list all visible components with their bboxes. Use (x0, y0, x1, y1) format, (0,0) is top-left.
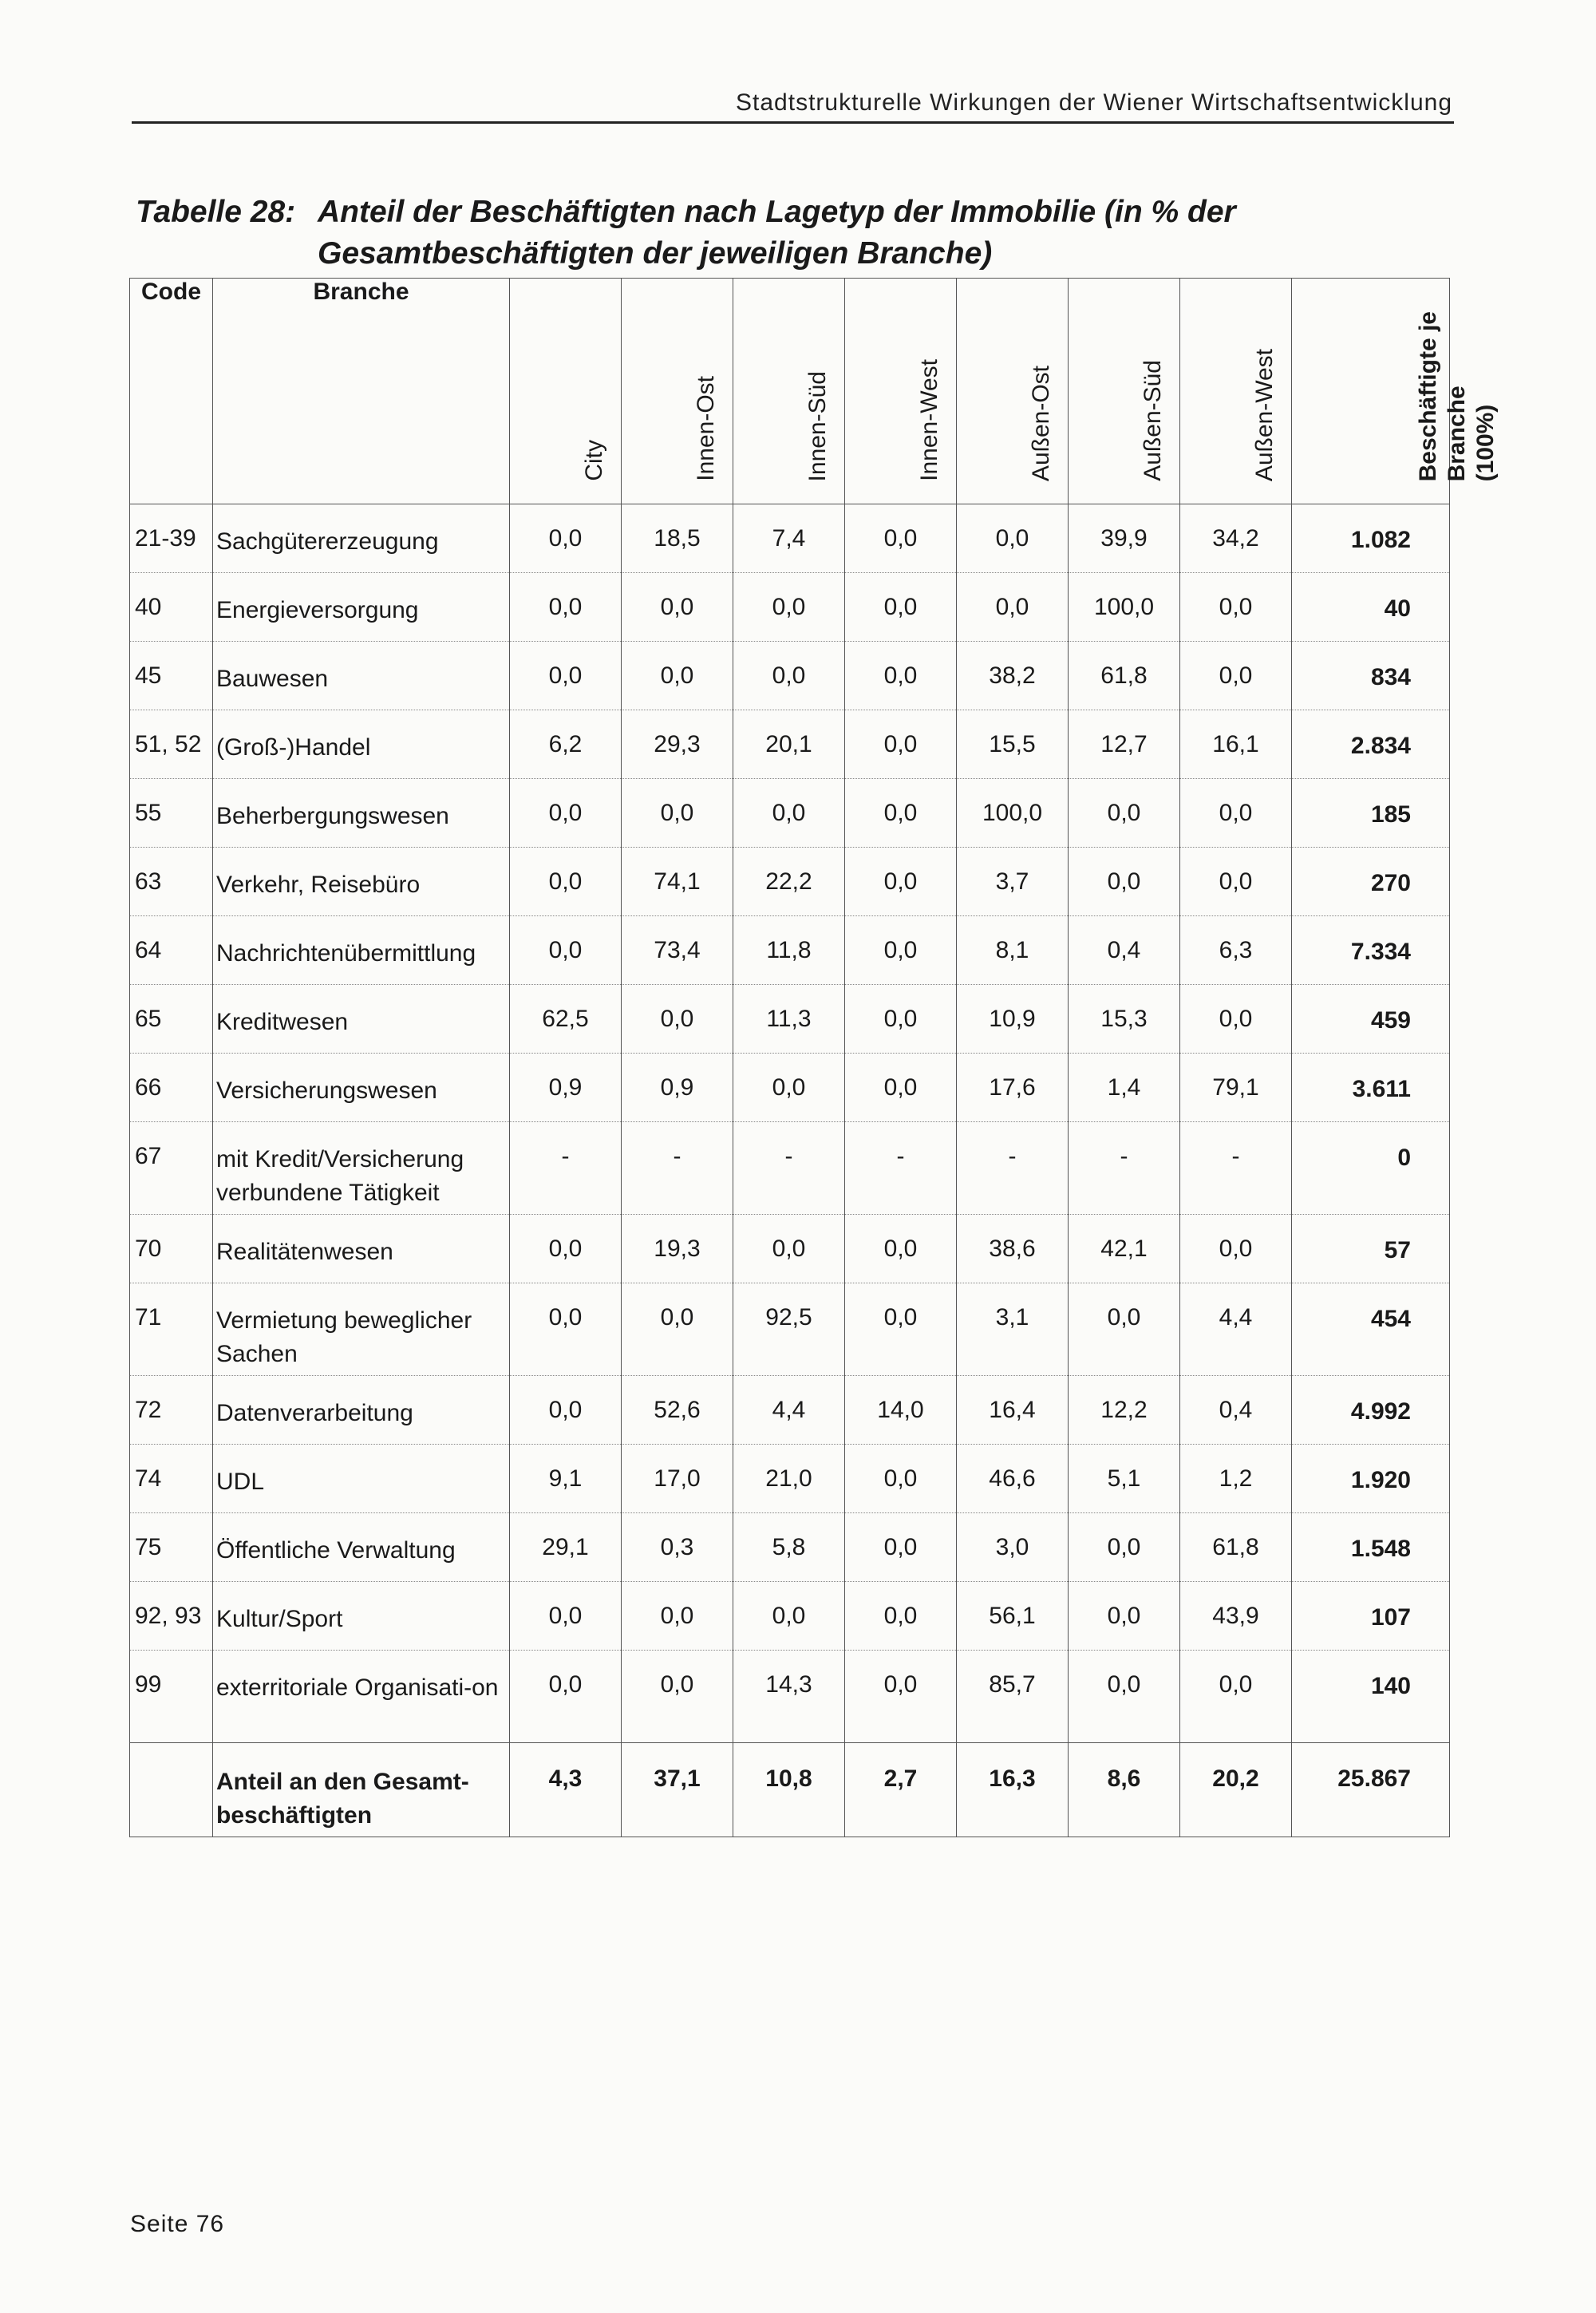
cell-code: 75 (130, 1513, 213, 1582)
cell-value: 46,6 (957, 1445, 1069, 1513)
cell-code: 71 (130, 1283, 213, 1376)
cell-branche: UDL (213, 1445, 510, 1513)
cell-value: 5,1 (1069, 1445, 1180, 1513)
cell-value: 14,0 (845, 1376, 957, 1445)
cell-value: 0,0 (733, 779, 845, 848)
cell-value: 0,0 (845, 1054, 957, 1122)
cell-branche: (Groß-)Handel (213, 710, 510, 779)
table-row (130, 504, 1450, 573)
summary-value: 20,2 (1180, 1743, 1292, 1837)
cell-value: 0,0 (510, 848, 622, 916)
cell-total: 3.611 (1292, 1054, 1450, 1122)
cell-branche: Verkehr, Reisebüro (213, 848, 510, 916)
cell-total: 107 (1292, 1582, 1450, 1651)
cell-value: 0,0 (733, 1582, 845, 1651)
cell-value: 0,0 (1069, 1651, 1180, 1743)
table-row (130, 1054, 1450, 1122)
cell-value: - (510, 1122, 622, 1215)
table-row (130, 710, 1450, 779)
cell-value: 0,0 (845, 1582, 957, 1651)
cell-branche: Energieversorgung (213, 573, 510, 642)
cell-value: 0,0 (622, 573, 733, 642)
employment-table (129, 278, 1499, 1837)
cell-value: 100,0 (1069, 573, 1180, 642)
cell-total: 454 (1292, 1283, 1450, 1376)
table-row (130, 916, 1450, 985)
cell-value: 12,7 (1069, 710, 1180, 779)
cell-value: 0,0 (845, 642, 957, 710)
cell-value: 0,0 (845, 916, 957, 985)
cell-value: 3,1 (957, 1283, 1069, 1376)
cell-value: 11,3 (733, 985, 845, 1054)
cell-branche: Sachgütererzeugung (213, 504, 510, 573)
cell-total: 140 (1292, 1651, 1450, 1743)
cell-value: 0,0 (957, 573, 1069, 642)
cell-value: 0,0 (845, 504, 957, 573)
cell-code: 72 (130, 1376, 213, 1445)
cell-value: 0,0 (845, 1215, 957, 1283)
cell-value: 0,3 (622, 1513, 733, 1582)
summary-label: Anteil an den Gesamt-beschäftigten (213, 1743, 510, 1837)
cell-value: 0,0 (1180, 848, 1292, 916)
cell-value: 0,0 (622, 779, 733, 848)
cell-total: 1.920 (1292, 1445, 1450, 1513)
cell-value: 0,0 (733, 1215, 845, 1283)
summary-value: 37,1 (622, 1743, 733, 1837)
cell-value: 17,0 (622, 1445, 733, 1513)
table-row (130, 1122, 1450, 1215)
cell-value: 0,0 (510, 642, 622, 710)
cell-value: - (733, 1122, 845, 1215)
cell-value: 61,8 (1180, 1513, 1292, 1582)
cell-total: 270 (1292, 848, 1450, 916)
table-row (130, 779, 1450, 848)
cell-value: - (1069, 1122, 1180, 1215)
cell-value: 85,7 (957, 1651, 1069, 1743)
cell-value: 16,4 (957, 1376, 1069, 1445)
cell-value: 0,0 (1069, 779, 1180, 848)
cell-value: 29,3 (622, 710, 733, 779)
cell-branche: Kultur/Sport (213, 1582, 510, 1651)
cell-total: 7.334 (1292, 916, 1450, 985)
table-row (130, 1445, 1450, 1513)
cell-value: 0,0 (957, 504, 1069, 573)
cell-code: 55 (130, 779, 213, 848)
header-aussen-west (1180, 279, 1292, 504)
cell-value: 56,1 (957, 1582, 1069, 1651)
cell-value: 7,4 (733, 504, 845, 573)
cell-code: 92, 93 (130, 1582, 213, 1651)
header-innen-west (845, 279, 957, 504)
table-body (130, 504, 1450, 1837)
cell-total: 0 (1292, 1122, 1450, 1215)
header-innen-sued-label: Innen-Süd (804, 370, 831, 481)
header-code: Code (130, 279, 213, 504)
table-row (130, 573, 1450, 642)
table-row (130, 985, 1450, 1054)
cell-total: 1.082 (1292, 504, 1450, 573)
cell-value: 79,1 (1180, 1054, 1292, 1122)
cell-branche: Datenverarbeitung (213, 1376, 510, 1445)
summary-code (130, 1743, 213, 1837)
cell-value: 0,0 (1069, 1283, 1180, 1376)
cell-total: 2.834 (1292, 710, 1450, 779)
header-city (510, 279, 622, 504)
cell-value: 34,2 (1180, 504, 1292, 573)
caption-title: Anteil der Beschäftigten nach Lagetyp der Immobilie (in % der Gesamtbeschäftigten der jeweiligen Branche) (318, 195, 1236, 271)
cell-value: 15,5 (957, 710, 1069, 779)
table-row (130, 1582, 1450, 1651)
cell-code: 21-39 (130, 504, 213, 573)
header-rule (132, 121, 1454, 124)
cell-value: 0,0 (510, 779, 622, 848)
cell-value: 15,3 (1069, 985, 1180, 1054)
cell-value: 0,0 (845, 1283, 957, 1376)
cell-total: 834 (1292, 642, 1450, 710)
header-aussen-ost (957, 279, 1069, 504)
cell-value: 0,0 (845, 1513, 957, 1582)
cell-value: 0,0 (622, 642, 733, 710)
cell-value: 8,1 (957, 916, 1069, 985)
cell-value: 0,9 (622, 1054, 733, 1122)
cell-value: 1,4 (1069, 1054, 1180, 1122)
cell-value: 0,4 (1180, 1376, 1292, 1445)
cell-total: 57 (1292, 1215, 1450, 1283)
cell-value: 6,2 (510, 710, 622, 779)
cell-value: 4,4 (1180, 1283, 1292, 1376)
cell-value: 0,0 (1180, 573, 1292, 642)
cell-value: 0,0 (733, 573, 845, 642)
cell-code: 70 (130, 1215, 213, 1283)
cell-value: 3,7 (957, 848, 1069, 916)
cell-value: - (957, 1122, 1069, 1215)
table-row (130, 1651, 1450, 1743)
summary-row (130, 1743, 1450, 1837)
cell-value: 0,0 (845, 779, 957, 848)
cell-value: 17,6 (957, 1054, 1069, 1122)
cell-value: 43,9 (1180, 1582, 1292, 1651)
cell-value: - (845, 1122, 957, 1215)
cell-branche: Versicherungswesen (213, 1054, 510, 1122)
cell-code: 99 (130, 1651, 213, 1743)
cell-value: 0,4 (1069, 916, 1180, 985)
cell-value: 0,0 (510, 1283, 622, 1376)
cell-value: 1,2 (1180, 1445, 1292, 1513)
cell-value: 20,1 (733, 710, 845, 779)
header-innen-west-label: Innen-West (915, 359, 942, 481)
cell-value: 18,5 (622, 504, 733, 573)
cell-code: 45 (130, 642, 213, 710)
summary-value: 4,3 (510, 1743, 622, 1837)
summary-total: 25.867 (1292, 1743, 1450, 1837)
cell-total: 459 (1292, 985, 1450, 1054)
header-aussen-sued-label: Außen-Süd (1139, 360, 1166, 481)
table-caption (136, 192, 1452, 275)
cell-code: 67 (130, 1122, 213, 1215)
cell-value: 0,9 (510, 1054, 622, 1122)
cell-value: 100,0 (957, 779, 1069, 848)
cell-value: - (622, 1122, 733, 1215)
cell-value: 73,4 (622, 916, 733, 985)
cell-value: 0,0 (510, 1651, 622, 1743)
cell-code: 64 (130, 916, 213, 985)
cell-value: 0,0 (1180, 1651, 1292, 1743)
cell-value: 22,2 (733, 848, 845, 916)
cell-value: 0,0 (510, 504, 622, 573)
summary-value: 16,3 (957, 1743, 1069, 1837)
cell-value: 11,8 (733, 916, 845, 985)
header-branche: Branche (213, 279, 510, 504)
cell-branche: Beherbergungswesen (213, 779, 510, 848)
table-row (130, 1215, 1450, 1283)
cell-value: 0,0 (622, 1582, 733, 1651)
cell-value: 61,8 (1069, 642, 1180, 710)
cell-value: 0,0 (1069, 1513, 1180, 1582)
cell-value: 21,0 (733, 1445, 845, 1513)
cell-value: 0,0 (510, 1376, 622, 1445)
cell-value: 0,0 (1180, 1215, 1292, 1283)
cell-value: 0,0 (845, 985, 957, 1054)
header-aussen-west-label: Außen-West (1250, 348, 1278, 481)
summary-value: 2,7 (845, 1743, 957, 1837)
cell-branche: Öffentliche Verwaltung (213, 1513, 510, 1582)
cell-total: 1.548 (1292, 1513, 1450, 1582)
cell-value: 0,0 (845, 573, 957, 642)
cell-value: 39,9 (1069, 504, 1180, 573)
table-row (130, 642, 1450, 710)
cell-value: 38,2 (957, 642, 1069, 710)
cell-branche: mit Kredit/Versicherung verbundene Tätigkeit (213, 1122, 510, 1215)
summary-value: 10,8 (733, 1743, 845, 1837)
cell-value: 42,1 (1069, 1215, 1180, 1283)
page-number: Seite 76 (130, 2211, 225, 2237)
cell-branche: Realitätenwesen (213, 1215, 510, 1283)
cell-value: 0,0 (1069, 848, 1180, 916)
cell-value: 4,4 (733, 1376, 845, 1445)
cell-total: 4.992 (1292, 1376, 1450, 1445)
cell-value: 10,9 (957, 985, 1069, 1054)
cell-value: 0,0 (510, 1215, 622, 1283)
table-row (130, 1513, 1450, 1582)
cell-branche: Bauwesen (213, 642, 510, 710)
cell-value: 0,0 (845, 710, 957, 779)
cell-value: 0,0 (845, 848, 957, 916)
table-row (130, 1376, 1450, 1445)
cell-code: 74 (130, 1445, 213, 1513)
cell-branche: Vermietung beweglicher Sachen (213, 1283, 510, 1376)
cell-value: 14,3 (733, 1651, 845, 1743)
header-total (1292, 279, 1499, 504)
cell-value: 0,0 (845, 1445, 957, 1513)
header-innen-sued (733, 279, 845, 504)
cell-branche: exterritoriale Organisati-on (213, 1651, 510, 1743)
cell-value: 74,1 (622, 848, 733, 916)
header-innen-ost (622, 279, 733, 504)
cell-value: 0,0 (733, 642, 845, 710)
table-row (130, 848, 1450, 916)
cell-code: 66 (130, 1054, 213, 1122)
cell-value: 0,0 (845, 1651, 957, 1743)
header-innen-ost-label: Innen-Ost (692, 376, 719, 481)
header-row (130, 279, 1450, 504)
cell-value: 16,1 (1180, 710, 1292, 779)
cell-value: 52,6 (622, 1376, 733, 1445)
cell-value: 12,2 (1069, 1376, 1180, 1445)
cell-value: 19,3 (622, 1215, 733, 1283)
cell-branche: Kreditwesen (213, 985, 510, 1054)
cell-value: 0,0 (1180, 642, 1292, 710)
cell-value: 62,5 (510, 985, 622, 1054)
header-total-label: Beschäftigte je Branche (100%) (1414, 310, 1499, 481)
cell-value: - (1180, 1122, 1292, 1215)
cell-value: 0,0 (622, 1651, 733, 1743)
cell-value: 92,5 (733, 1283, 845, 1376)
table-row (130, 1283, 1450, 1376)
cell-value: 0,0 (622, 985, 733, 1054)
cell-value: 9,1 (510, 1445, 622, 1513)
cell-total: 185 (1292, 779, 1450, 848)
cell-value: 6,3 (1180, 916, 1292, 985)
cell-value: 3,0 (957, 1513, 1069, 1582)
cell-value: 0,0 (510, 1582, 622, 1651)
cell-value: 29,1 (510, 1513, 622, 1582)
cell-code: 51, 52 (130, 710, 213, 779)
cell-value: 0,0 (1069, 1582, 1180, 1651)
header-city-label: City (580, 440, 607, 481)
cell-value: 0,0 (622, 1283, 733, 1376)
header-aussen-ost-label: Außen-Ost (1027, 365, 1054, 481)
cell-value: 0,0 (1180, 779, 1292, 848)
caption-number: Tabelle 28: (136, 195, 296, 229)
cell-code: 63 (130, 848, 213, 916)
summary-value: 8,6 (1069, 1743, 1180, 1837)
cell-total: 40 (1292, 573, 1450, 642)
header-aussen-sued (1069, 279, 1180, 504)
cell-value: 5,8 (733, 1513, 845, 1582)
running-head: Stadtstrukturelle Wirkungen der Wiener Wirtschaftsentwicklung (736, 89, 1452, 116)
cell-value: 0,0 (510, 573, 622, 642)
cell-value: 0,0 (733, 1054, 845, 1122)
cell-value: 0,0 (1180, 985, 1292, 1054)
cell-value: 38,6 (957, 1215, 1069, 1283)
cell-code: 65 (130, 985, 213, 1054)
cell-code: 40 (130, 573, 213, 642)
cell-value: 0,0 (510, 916, 622, 985)
cell-branche: Nachrichtenübermittlung (213, 916, 510, 985)
